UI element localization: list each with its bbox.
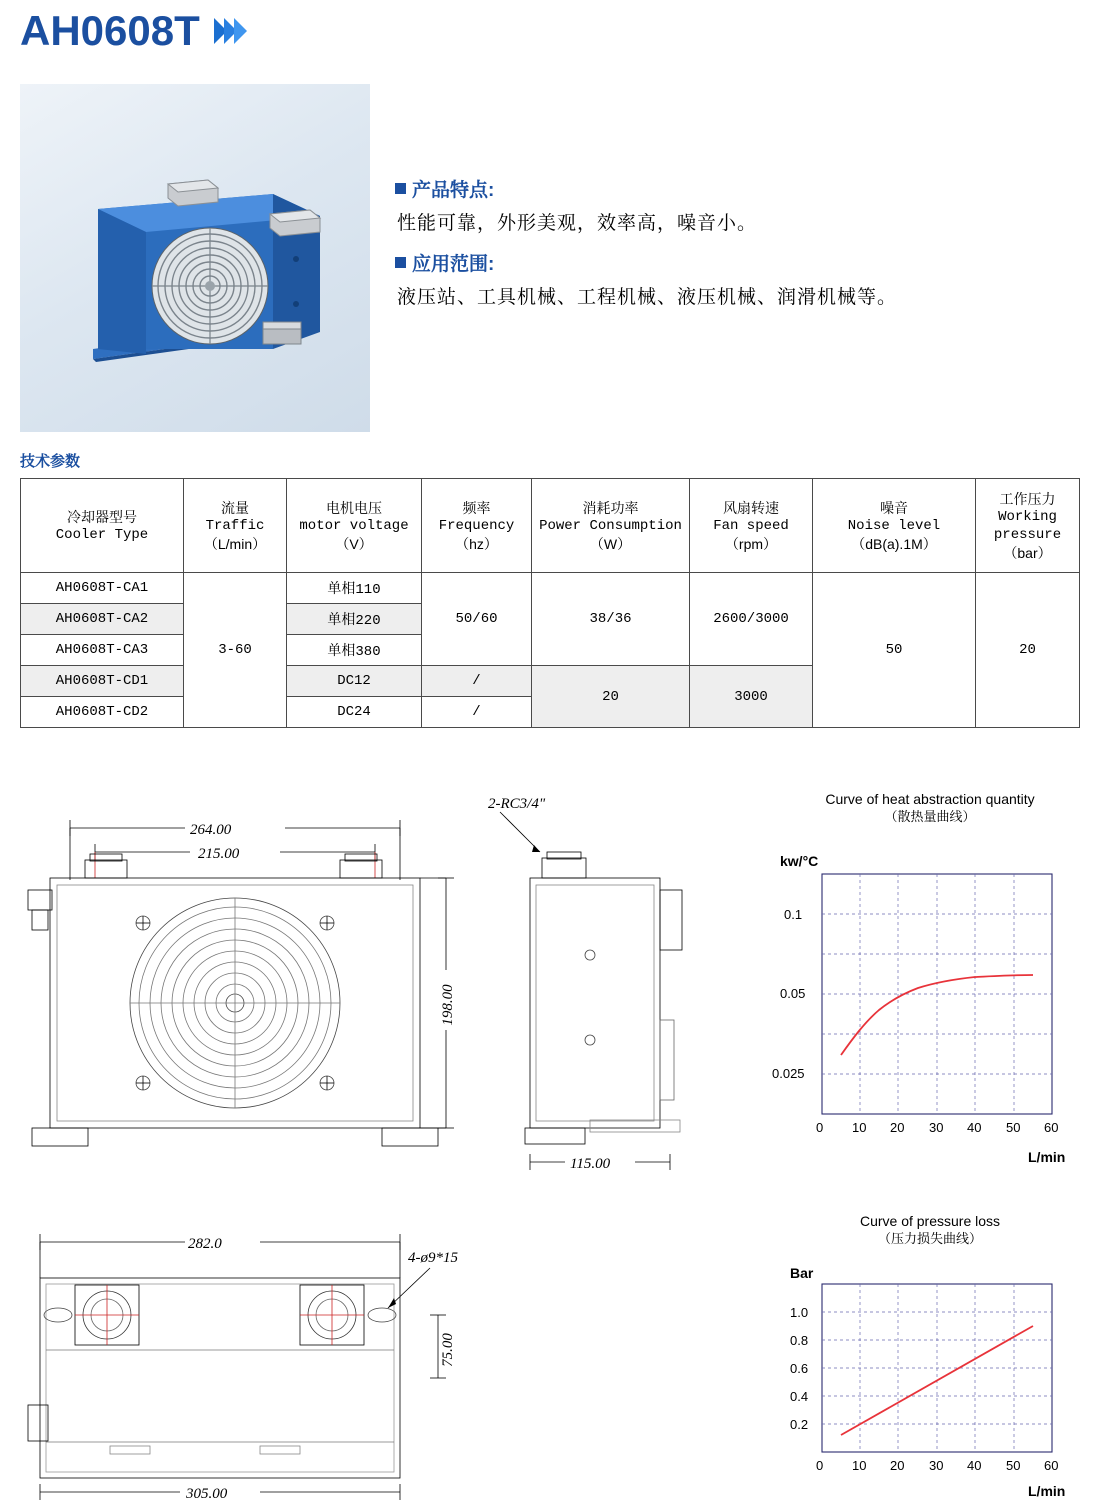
cell-fan-dc: 3000 — [690, 666, 813, 728]
dim-front-width-inner: 215.00 — [198, 846, 240, 862]
col-cooler-type: 冷却器型号 Cooler Type — [21, 479, 184, 573]
chart-title: Curve of heat abstraction quantity （散热量曲线） — [825, 791, 1035, 824]
chart2-xtick-10: 10 — [852, 1458, 867, 1473]
cell-cooler-type: AH0608T-CD2 — [21, 697, 184, 728]
chart2-ytick-0.4: 0.4 — [790, 1389, 809, 1404]
chart2-xtick-40: 40 — [967, 1458, 982, 1473]
label-port-thread: 2-RC3/4" — [488, 796, 546, 812]
chart2-ylabel: Bar — [790, 1265, 814, 1281]
cell-pressure: 20 — [976, 573, 1080, 728]
dim-top-width: 282.0 — [188, 1236, 222, 1252]
cell-frequency-dc1: / — [422, 666, 532, 697]
dim-bottom-width: 305.00 — [186, 1486, 228, 1502]
cell-power-ac: 38/36 — [532, 573, 690, 666]
chart2-ytick-1.0: 1.0 — [790, 1305, 809, 1320]
label-mounting-holes: 4-ø9*15 — [408, 1250, 458, 1266]
chart2-xtick-30: 30 — [929, 1458, 944, 1473]
dim-front-width-outer: 264.00 — [190, 822, 232, 838]
product-photo — [20, 84, 370, 432]
dim-side-depth: 115.00 — [570, 1156, 611, 1170]
col-working-pressure: 工作压力 Working pressure （bar） — [976, 479, 1080, 573]
dim-top-depth: 75.00 — [440, 1333, 456, 1367]
side-view-drawing — [470, 790, 770, 1170]
cell-cooler-type: AH0608T-CA2 — [21, 604, 184, 635]
chart1-xtick-20: 20 — [890, 1120, 905, 1135]
cell-motor-voltage: DC12 — [287, 666, 422, 697]
chart1-ytick-0.05: 0.05 — [780, 986, 806, 1001]
chart-title: Curve of pressure loss （压力损失曲线） — [859, 1213, 1001, 1246]
chart1-ytick-0.025: 0.025 — [772, 1066, 805, 1081]
cell-motor-voltage: 单相220 — [287, 604, 422, 635]
chart2-xtick-50: 50 — [1006, 1458, 1021, 1473]
page-header — [20, 8, 244, 54]
col-power-consumption: 消耗功率 Power Consumption （W） — [532, 479, 690, 573]
chart2-ytick-0.8: 0.8 — [790, 1333, 809, 1348]
col-traffic: 流量 Traffic （L/min） — [184, 479, 287, 573]
applications-heading — [395, 249, 1055, 276]
top-view-drawing — [10, 1210, 480, 1510]
cell-motor-voltage: 单相380 — [287, 635, 422, 666]
table-row — [21, 573, 1080, 604]
col-noise-level: 噪音 Noise level （dB(a).1M） — [813, 479, 976, 573]
chart1-xtick-60: 60 — [1044, 1120, 1059, 1135]
chart1-ytick-0.1: 0.1 — [784, 907, 803, 922]
applications-heading-text: 应用范围: — [412, 254, 495, 275]
chart1-xtick-0: 0 — [816, 1120, 824, 1135]
chart2-xtick-0: 0 — [816, 1458, 824, 1473]
tech-params-label: 技术参数 — [20, 453, 81, 470]
heat-abstraction-chart — [770, 790, 1090, 1180]
cell-traffic: 3-60 — [184, 573, 287, 728]
cell-fan-ac: 2600/3000 — [690, 573, 813, 666]
col-motor-voltage: 电机电压 motor voltage （V） — [287, 479, 422, 573]
cell-cooler-type: AH0608T-CA3 — [21, 635, 184, 666]
chart1-ylabel: kw/°C — [780, 853, 819, 869]
bullet-square-icon — [395, 183, 406, 194]
chart2-xtick-20: 20 — [890, 1458, 905, 1473]
bullet-square-icon — [395, 257, 406, 268]
cooler-illustration — [58, 154, 338, 384]
col-frequency: 频率 Frequency （hz） — [422, 479, 532, 573]
chart2-ytick-0.2: 0.2 — [790, 1417, 809, 1432]
pressure-loss-chart — [770, 1212, 1090, 1512]
product-features — [395, 175, 1055, 323]
dim-front-height: 198.00 — [440, 984, 456, 1026]
page-title: AH0608T — [20, 7, 200, 54]
features-heading — [395, 175, 1055, 202]
chart1-xtick-10: 10 — [852, 1120, 867, 1135]
chart2-xlabel: L/min — [1028, 1483, 1066, 1499]
features-text: 性能可靠，外形美观，效率高，噪音小。 — [397, 213, 758, 234]
cell-frequency-ac: 50/60 — [422, 573, 532, 666]
chart1-xtick-30: 30 — [929, 1120, 944, 1135]
chart1-xtick-50: 50 — [1006, 1120, 1021, 1135]
chart1-xtick-40: 40 — [967, 1120, 982, 1135]
cell-frequency-dc2: / — [422, 697, 532, 728]
col-fan-speed: 风扇转速 Fan speed （rpm） — [690, 479, 813, 573]
cell-noise: 50 — [813, 573, 976, 728]
cell-motor-voltage: DC24 — [287, 697, 422, 728]
cell-motor-voltage: 单相110 — [287, 573, 422, 604]
chart1-xlabel: L/min — [1028, 1149, 1066, 1165]
tech-params-table — [20, 478, 1080, 728]
cell-power-dc: 20 — [532, 666, 690, 728]
cell-cooler-type: AH0608T-CD1 — [21, 666, 184, 697]
applications-text: 液压站、工具机械、工程机械、液压机械、润滑机械等。 — [397, 287, 898, 308]
table-header-row — [21, 479, 1080, 573]
cell-cooler-type: AH0608T-CA1 — [21, 573, 184, 604]
features-heading-text: 产品特点: — [412, 180, 495, 201]
chart2-xtick-60: 60 — [1044, 1458, 1059, 1473]
chart2-ytick-0.6: 0.6 — [790, 1361, 809, 1376]
front-view-drawing — [10, 790, 470, 1170]
chevron-right-icon — [214, 18, 244, 44]
